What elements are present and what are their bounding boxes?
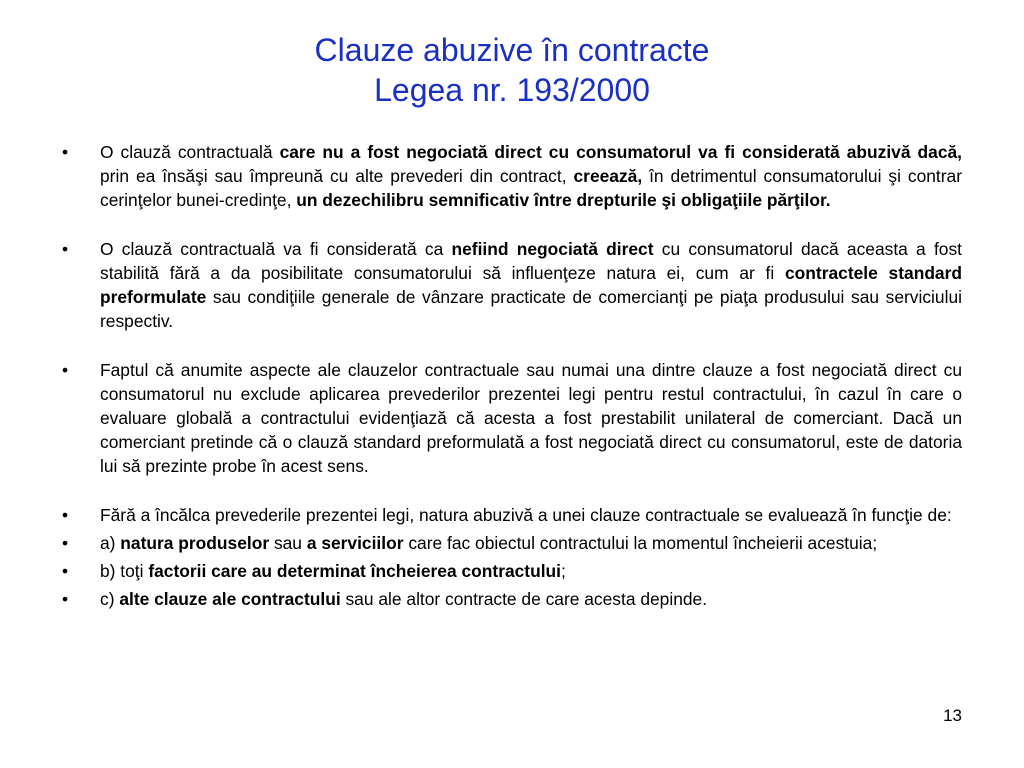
list-item [62,503,962,527]
item-text-plain: care fac obiectul contractului la momentul încheierii acestuia; [403,533,878,553]
item-text [100,531,962,555]
bullet-icon: • [62,239,69,259]
slide-title-line2: Legea nr. 193/2000 [374,72,650,108]
bullet-icon: • [62,142,69,162]
item-text-bold: un dezechilibru semnificativ între drepturile şi obligaţiile părţilor. [296,190,831,210]
item-text [100,559,962,583]
item-text-plain: sau ale altor contracte de care acesta depinde. [340,589,708,609]
list-item [62,587,962,611]
item-text-plain: a) [100,533,121,553]
item-text-plain: sau [269,533,307,553]
bullet-icon: • [62,589,69,609]
bullet-list [62,140,962,611]
item-text [100,237,962,333]
bullet-icon: • [62,533,69,553]
list-item [62,559,962,583]
list-item [62,237,962,333]
item-text-bold: factorii care au determinat încheierea contractului [148,561,562,581]
slide-title-line1: Clauze abuzive în contracte [314,32,710,68]
list-item [62,531,962,555]
item-text-plain: b) toţi [100,561,149,581]
item-text [100,358,962,478]
item-text-bold: care nu a fost negociată direct cu consumatorul va fi considerată abuzivă dacă, [279,142,962,162]
item-text-plain: O clauză contractuală [100,142,280,162]
item-text [100,587,962,611]
item-text-plain: O clauză contractuală va fi considerată ca [100,239,452,259]
bullet-icon: • [62,505,69,525]
bullet-icon: • [62,561,69,581]
item-text [100,503,962,527]
item-text-plain: cu consumatorul dacă aceasta a fost stabilită fără a da posibilitate consumatorului să influenţeze natura ei, cum ar fi [100,239,962,283]
item-text-plain: Faptul că anumite aspecte ale clauzelor contractuale sau numai una dintre clauze a fost negociată direct cu consumatorul nu exclude aplicarea prevederilor prezentei legi pentru restul contractului, în cazul în care o evaluare globală a contractului evidenţiază că acesta a fost prestabilit unilateral de comerciant. Dacă un comerciant pretinde că o clauză standard preformulată a fost negociată direct cu consumatorul, este de datoria lui să prezinte probe în acest sens. [100,360,962,476]
list-item [62,140,962,212]
item-text-bold: contractele standard preformulate [100,263,962,307]
item-text-plain: în detrimentul consumatorului şi contrar cerinţelor bunei-credinţe, [100,166,963,210]
item-text-plain: prin ea însăşi sau împreună cu alte prevederi din contract, [100,166,574,186]
slide-title [0,30,1024,110]
item-text-bold: a serviciilor [306,533,404,553]
item-text-plain: c) [100,589,120,609]
bullet-icon: • [62,360,69,380]
item-text-bold: nefiind negociată direct [451,239,654,259]
item-text-bold: natura produselor [120,533,270,553]
page-number: 13 [943,706,962,725]
item-text-plain: sau condiţiile generale de vânzare practicate de comercianţi pe piaţa produsului sau serviciului respectiv. [100,287,962,331]
item-text-plain: ; [561,561,566,581]
list-item [62,358,962,478]
item-text-bold: alte clauze ale contractului [119,589,341,609]
item-text [100,140,962,212]
item-text-plain: Fără a încălca prevederile prezentei legi, natura abuzivă a unei clauze contractuale se evaluează în funcţie de: [100,505,952,525]
item-text-bold: creează, [573,166,643,186]
